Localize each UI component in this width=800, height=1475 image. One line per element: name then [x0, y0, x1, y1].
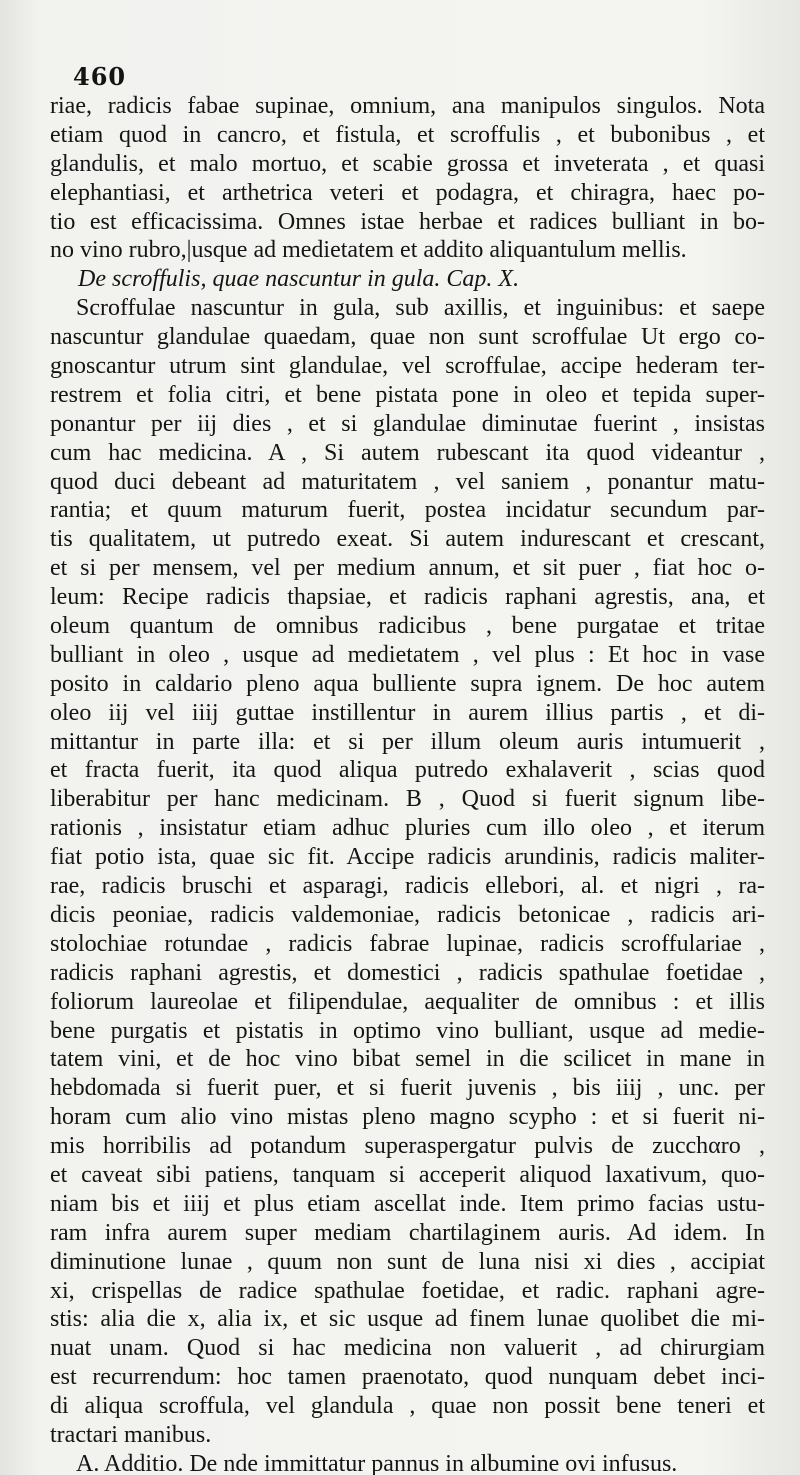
text-line: bene purgatis et pistatis in optimo vino bulliant, usque ad medie- — [50, 1017, 765, 1044]
text-line: et fracta fuerit, ita quod aliqua putredo exhalaverit , scias quod — [50, 757, 765, 784]
text-line: liberabitur per hanc medicinam. B , Quod si fuerit signum libe- — [50, 786, 765, 813]
text-line: Scroffulae nascuntur in gula, sub axillis, et inguinibus: et saepe — [76, 295, 765, 322]
text-line: riae, radicis fabae supinae, omnium, ana manipulos singulos. Nota — [50, 93, 765, 119]
text-line: restrem et folia citri, et bene pistata pone in oleo et tepida super- — [50, 381, 765, 408]
text-line: elephantiasi, et arthetrica veteri et podagra, et chiragra, haec po- — [50, 179, 765, 206]
text-line: rae, radicis bruschi et asparagi, radicis ellebori, al. et nigri , ra- — [50, 873, 765, 900]
text-line: et caveat sibi patiens, tanquam si acceperit aliquod laxativum, quo- — [50, 1161, 765, 1188]
text-line: tatem vini, et de hoc vino bibat semel in die scilicet in mane in — [50, 1046, 765, 1073]
text-line: fiat potio ista, quae sic fit. Accipe radicis arundinis, radicis maliter- — [50, 844, 765, 871]
text-line: et si per mensem, vel per medium annum, et sit puer , fiat hoc o- — [50, 555, 765, 582]
body-text — [50, 92, 765, 1475]
text-line: tio est efficacissima. Omnes istae herbae et radices bulliant in bo- — [50, 208, 765, 235]
text-line: horam cum alio vino mistas pleno magno scypho : et si fuerit ni- — [50, 1104, 765, 1131]
text-line: diminutione lunae , quum non sunt de luna nisi xi dies , accipiat — [50, 1248, 765, 1275]
text-line: leum: Recipe radicis thapsiae, et radicis raphani agrestis, ana, et — [50, 584, 765, 611]
text-line: est recurrendum: hoc tamen praenotato, quod nunquam debet inci- — [50, 1364, 765, 1391]
text-line: nuat unam. Quod si hac medicina non valuerit , ad chirurgiam — [50, 1335, 765, 1362]
text-line: radicis raphani agrestis, et domestici , radicis spathulae foetidae , — [50, 959, 765, 986]
text-line: ram infra aurem super mediam chartilaginem auris. Ad idem. In — [50, 1219, 765, 1246]
page-number: 460 — [73, 62, 127, 91]
text-line: oleum quantum de omnibus radicibus , bene purgatae et tritae — [50, 613, 765, 640]
text-line: hebdomada si fuerit puer, et si fuerit juvenis , bis iiij , unc. per — [50, 1075, 765, 1102]
text-line: rantia; et quum maturum fuerit, postea incidatur secundum par- — [50, 497, 765, 524]
text-line: tis qualitatem, ut putredo exeat. Si autem indurescant et crescant, — [50, 526, 765, 553]
text-line: stolochiae rotundae , radicis fabrae lupinae, radicis scroffulariae , — [50, 930, 765, 957]
text-line: nascuntur glandulae quaedam, quae non sunt scroffulae Ut ergo co- — [50, 324, 765, 351]
text-line: mis horribilis ad potandum superaspergatur pulvis de zucchαro , — [50, 1133, 765, 1160]
text-line: tractari manibus. — [50, 1421, 212, 1448]
text-line: A. Additio. De nde immittatur pannus in albumine ovi infusus. — [76, 1450, 678, 1475]
text-line: mittantur in parte illa: et si per illum oleum auris intumuerit , — [50, 728, 765, 755]
text-line: no vino rubro,|usque ad medietatem et addito aliquantulum mellis. — [50, 237, 687, 264]
text-line: posito in caldario pleno aqua bulliente supra ignem. De hoc autem — [50, 670, 765, 697]
text-line: rationis , insistatur etiam adhuc pluries cum illo oleo , et iterum — [50, 815, 765, 842]
chapter-heading: De scroffulis, quae nascuntur in gula. Cap. X. — [78, 266, 520, 293]
text-line: etiam quod in cancro, et fistula, et scroffulis , et bubonibus , et — [50, 121, 765, 148]
text-line: ponantur per iij dies , et si glandulae diminutae fuerint , insistas — [50, 410, 765, 437]
text-line: niam bis et iiij et plus etiam ascellat inde. Item primo facias ustu- — [50, 1190, 765, 1217]
text-line: cum hac medicina. A , Si autem rubescant ita quod videantur , — [50, 439, 765, 466]
text-line: glandulis, et malo mortuo, et scabie grossa et inveterata , et quasi — [50, 150, 765, 177]
text-line: gnoscantur utrum sint glandulae, vel scroffulae, accipe hederam ter- — [50, 353, 765, 380]
text-line: bulliant in oleo , usque ad medietatem , vel plus : Et hoc in vase — [50, 641, 765, 668]
text-line: oleo iij vel iiij guttae instillentur in aurem illius partis , et di- — [50, 699, 765, 726]
text-line: dicis peoniae, radicis valdemoniae, radicis betonicae , radicis ari- — [50, 901, 765, 928]
text-line: di aliqua scroffula, vel glandula , quae non possit bene teneri et — [50, 1393, 765, 1420]
text-line: quod duci debeant ad maturitatem , vel saniem , ponantur matu- — [50, 468, 765, 495]
text-line: stis: alia die x, alia ix, et sic usque ad finem lunae quolibet die mi- — [50, 1306, 765, 1333]
text-line: xi, crispellas de radice spathulae foetidae, et radic. raphani agre- — [50, 1277, 765, 1304]
text-line: foliorum laureolae et filipendulae, aequaliter de omnibus : et illis — [50, 988, 765, 1015]
